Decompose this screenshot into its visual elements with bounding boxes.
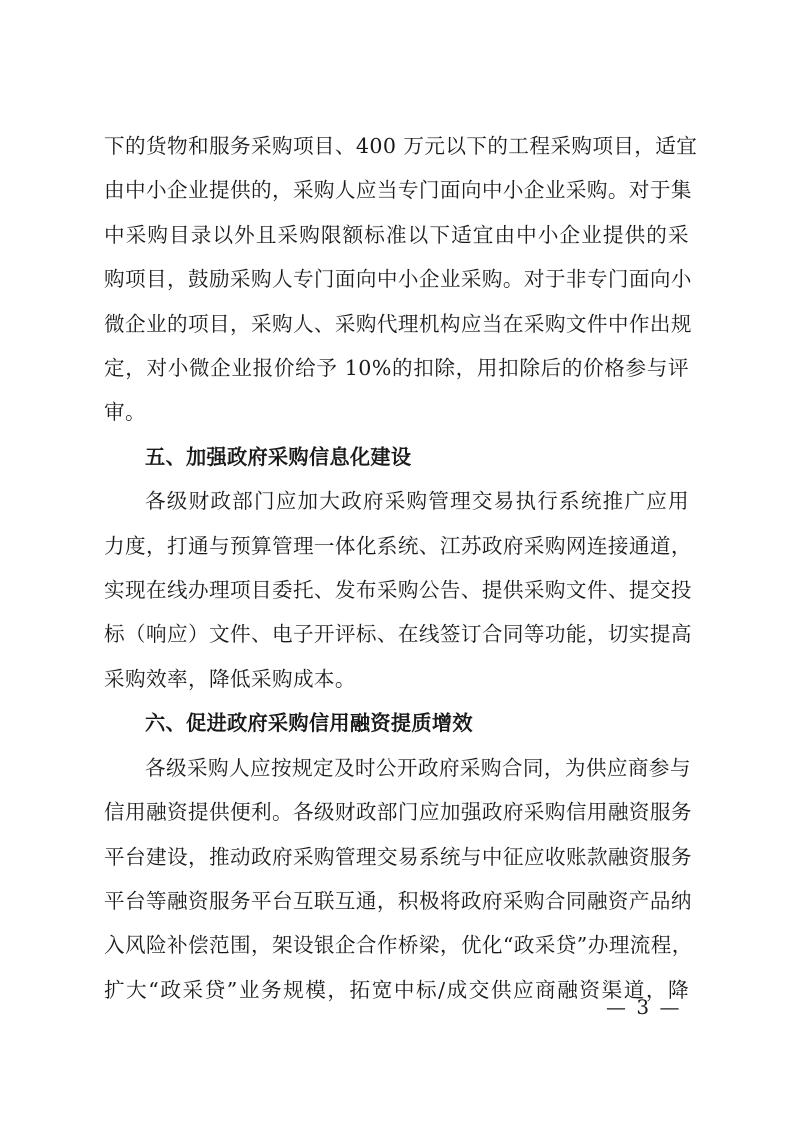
- text-line: 标（响应）文件、电子开评标、在线签订合同等功能，切实提高: [104, 622, 692, 647]
- text-line: 购项目，鼓励采购人专门面向中小企业采购。对于非专门面向小: [104, 267, 692, 292]
- text-line: 由中小企业提供的，采购人应当专门面向中小企业采购。对于集: [104, 178, 692, 203]
- text-line: 力度，打通与预算管理一体化系统、江苏政府采购网连接通道，: [104, 533, 692, 558]
- text-line: 微企业的项目，采购人、采购代理机构应当在采购文件中作出规: [104, 311, 692, 336]
- section-heading: 五、加强政府采购信息化建设: [145, 444, 412, 469]
- text-line: 扩大“政采贷”业务规模，拓宽中标/成交供应商融资渠道，降: [104, 977, 689, 1002]
- page-number: — 3 —: [606, 995, 682, 1019]
- text-line: 中采购目录以外且采购限额标准以下适宜由中小企业提供的采: [104, 222, 689, 247]
- text-line: 定，对小微企业报价给予 10%的扣除，用扣除后的价格参与评: [104, 356, 689, 381]
- body-paragraph: [104, 746, 693, 1012]
- text-line: 平台等融资服务平台互联互通，积极将政府采购合同融资产品纳: [104, 888, 692, 913]
- body-paragraph: [104, 124, 698, 435]
- text-line: 各级财政部门应加大政府采购管理交易执行系统推广应用: [145, 489, 689, 514]
- text-line: 信用融资提供便利。各级财政部门应加强政府采购信用融资服务: [104, 800, 692, 825]
- text-line: 审。: [104, 400, 146, 425]
- text-line: 入风险补偿范围，架设银企合作桥梁，优化“政采贷”办理流程，: [104, 933, 693, 958]
- body-paragraph: [104, 479, 692, 701]
- text-line: 采购效率，降低采购成本。: [104, 666, 356, 691]
- text-line: 各级采购人应按规定及时公开政府采购合同，为供应商参与: [145, 755, 691, 780]
- section-heading: 六、促进政府采购信用融资提质增效: [145, 711, 473, 736]
- document-body: [104, 124, 698, 1012]
- text-line: 实现在线办理项目委托、发布采购公告、提供采购文件、提交投: [104, 578, 692, 603]
- text-line: 平台建设，推动政府采购管理交易系统与中征应收账款融资服务: [104, 844, 692, 869]
- text-line: 下的货物和服务采购项目、400 万元以下的工程采购项目，适宜: [104, 134, 698, 158]
